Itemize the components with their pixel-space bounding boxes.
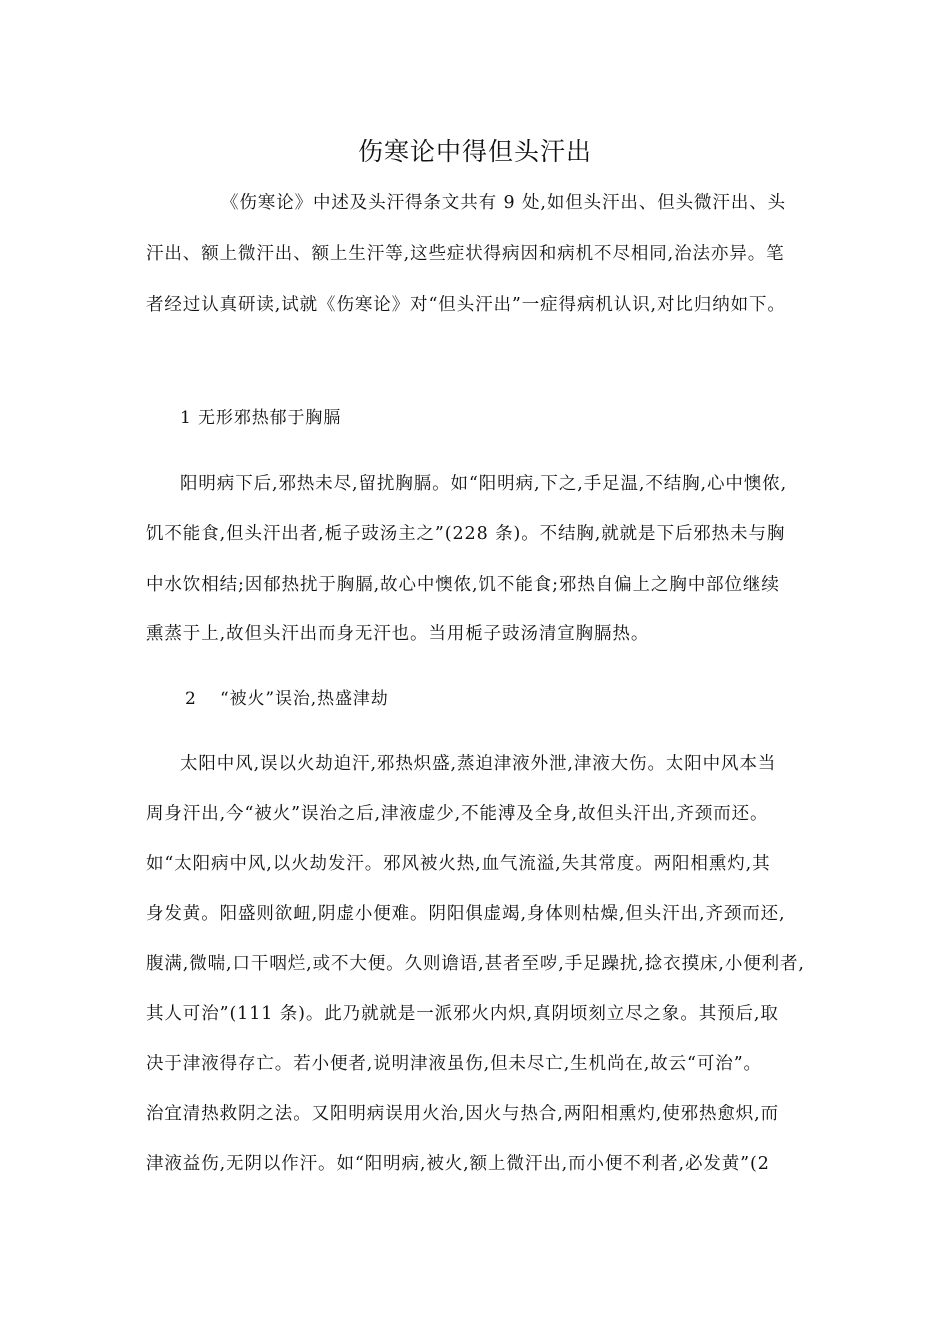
section-heading-1: 1 无形邪热郁于胸膈 [180, 408, 342, 428]
paragraph-line: 熏蒸于上,故但头汗出而身无汗也。当用栀子豉汤清宣胸膈热。 [146, 624, 650, 644]
paragraph-line: 津液益伤,无阴以作汗。如“阳明病,被火,额上微汗出,而小便不利者,必发黄”(2 [146, 1154, 770, 1174]
paragraph-line: 周身汗出,今“被火”误治之后,津液虚少,不能溥及全身,故但头汗出,齐颈而还。 [146, 804, 769, 824]
paragraph-line: 决于津液得存亡。若小便者,说明津液虽伤,但未尽亡,生机尚在,故云“可治”。 [146, 1054, 762, 1074]
section-heading-2-text: “被火”误治,热盛津劫 [220, 689, 389, 709]
paragraph-line: 如“太阳病中风,以火劫发汗。邪风被火热,血气流溢,失其常度。两阳相熏灼,其 [146, 854, 771, 874]
paragraph-line: 阳明病下后,邪热未尽,留扰胸膈。如“阳明病,下之,手足温,不结胸,心中懊侬, [180, 474, 788, 494]
paragraph-line: 饥不能食,但头汗出者,栀子豉汤主之”(228 条)。不结胸,就就是下后邪热未与胸 [146, 524, 786, 544]
paragraph-line: 中水饮相结;因郁热扰于胸膈,故心中懊侬,饥不能食;邪热自偏上之胸中部位继续 [146, 575, 780, 595]
paragraph-line: 腹满,微喘,口干咽烂,或不大便。久则谵语,甚者至哕,手足躁扰,捻衣摸床,小便利者, [146, 954, 805, 974]
section-heading-2-number: 2 [185, 689, 197, 709]
intro-line: 汗出、额上微汗出、额上生汗等,这些症状得病因和病机不尽相同,治法亦异。笔 [146, 244, 785, 264]
intro-line: 者经过认真研读,试就《伤寒论》对“但头汗出”一症得病机认识,对比归纳如下。 [146, 295, 786, 315]
paragraph-line: 其人可治”(111 条)。此乃就就是一派邪火内炽,真阴顷刻立尽之象。其预后,取 [146, 1004, 779, 1024]
paragraph-line: 治宜清热救阴之法。又阳明病误用火治,因火与热合,两阳相熏灼,使邪热愈炽,而 [146, 1104, 780, 1124]
paragraph-line: 太阳中风,误以火劫迫汗,邪热炽盛,蒸迫津液外泄,津液大伤。太阳中风本当 [180, 754, 777, 774]
paragraph-line: 身发黄。阳盛则欲衄,阴虚小便难。阴阳俱虚竭,身体则枯燥,但头汗出,齐颈而还, [146, 904, 786, 924]
intro-line: 《伤寒论》中述及头汗得条文共有 9 处,如但头汗出、但头微汗出、头 [221, 193, 787, 213]
document-title: 伤寒论中得但头汗出 [357, 137, 592, 166]
